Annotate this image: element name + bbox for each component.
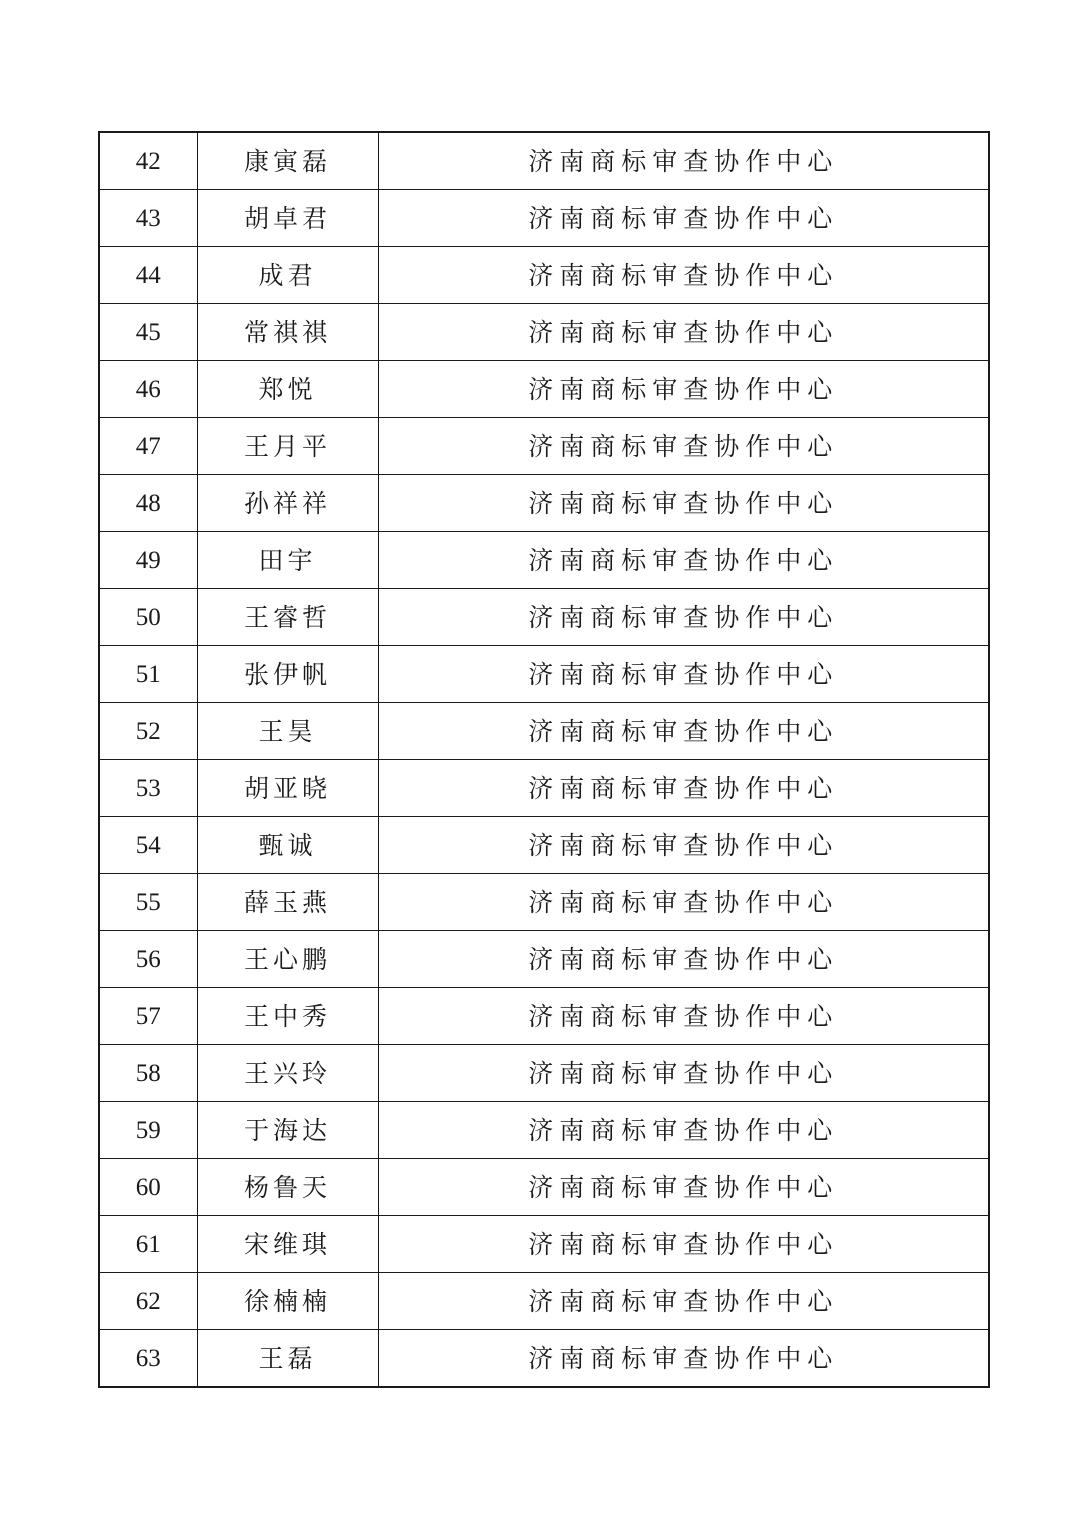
- unit-name-cell: 济南商标审查协作中心: [378, 361, 989, 418]
- table-row: [99, 1216, 989, 1273]
- unit-name-cell: 济南商标审查协作中心: [378, 589, 989, 646]
- person-name-cell: 薛玉燕: [197, 874, 378, 931]
- table-row: [99, 646, 989, 703]
- unit-name-cell: 济南商标审查协作中心: [378, 988, 989, 1045]
- person-name-cell: 宋维琪: [197, 1216, 378, 1273]
- table-row: [99, 532, 989, 589]
- table-row: [99, 988, 989, 1045]
- person-name-cell: 张伊帆: [197, 646, 378, 703]
- row-number-cell: 43: [99, 190, 197, 247]
- table-row: [99, 418, 989, 475]
- row-number-cell: 62: [99, 1273, 197, 1330]
- unit-name-cell: 济南商标审查协作中心: [378, 931, 989, 988]
- person-name-cell: 于海达: [197, 1102, 378, 1159]
- person-name-cell: 郑悦: [197, 361, 378, 418]
- unit-name-cell: 济南商标审查协作中心: [378, 1330, 989, 1388]
- row-number-cell: 49: [99, 532, 197, 589]
- roster-table: [98, 131, 990, 1388]
- unit-name-cell: 济南商标审查协作中心: [378, 817, 989, 874]
- person-name-cell: 康寅磊: [197, 132, 378, 190]
- table-row: [99, 1273, 989, 1330]
- row-number-cell: 55: [99, 874, 197, 931]
- unit-name-cell: 济南商标审查协作中心: [378, 247, 989, 304]
- table-row: [99, 931, 989, 988]
- table-row: [99, 760, 989, 817]
- unit-name-cell: 济南商标审查协作中心: [378, 1045, 989, 1102]
- row-number-cell: 56: [99, 931, 197, 988]
- row-number-cell: 46: [99, 361, 197, 418]
- table-row: [99, 361, 989, 418]
- table-row: [99, 589, 989, 646]
- row-number-cell: 45: [99, 304, 197, 361]
- row-number-cell: 47: [99, 418, 197, 475]
- table-row: [99, 1159, 989, 1216]
- person-name-cell: 常祺祺: [197, 304, 378, 361]
- row-number-cell: 58: [99, 1045, 197, 1102]
- person-name-cell: 胡卓君: [197, 190, 378, 247]
- person-name-cell: 甄诚: [197, 817, 378, 874]
- table-row: [99, 304, 989, 361]
- person-name-cell: 王睿哲: [197, 589, 378, 646]
- row-number-cell: 59: [99, 1102, 197, 1159]
- unit-name-cell: 济南商标审查协作中心: [378, 132, 989, 190]
- table-row: [99, 874, 989, 931]
- unit-name-cell: 济南商标审查协作中心: [378, 760, 989, 817]
- table-row: [99, 1330, 989, 1388]
- unit-name-cell: 济南商标审查协作中心: [378, 1159, 989, 1216]
- row-number-cell: 60: [99, 1159, 197, 1216]
- table-row: [99, 817, 989, 874]
- row-number-cell: 63: [99, 1330, 197, 1388]
- row-number-cell: 48: [99, 475, 197, 532]
- person-name-cell: 王兴玲: [197, 1045, 378, 1102]
- person-name-cell: 田宇: [197, 532, 378, 589]
- unit-name-cell: 济南商标审查协作中心: [378, 646, 989, 703]
- unit-name-cell: 济南商标审查协作中心: [378, 304, 989, 361]
- row-number-cell: 44: [99, 247, 197, 304]
- person-name-cell: 杨鲁天: [197, 1159, 378, 1216]
- table-row: [99, 190, 989, 247]
- row-number-cell: 42: [99, 132, 197, 190]
- table-row: [99, 247, 989, 304]
- unit-name-cell: 济南商标审查协作中心: [378, 1102, 989, 1159]
- unit-name-cell: 济南商标审查协作中心: [378, 532, 989, 589]
- unit-name-cell: 济南商标审查协作中心: [378, 190, 989, 247]
- row-number-cell: 57: [99, 988, 197, 1045]
- person-name-cell: 王中秀: [197, 988, 378, 1045]
- table-row: [99, 132, 989, 190]
- unit-name-cell: 济南商标审查协作中心: [378, 418, 989, 475]
- person-name-cell: 徐楠楠: [197, 1273, 378, 1330]
- unit-name-cell: 济南商标审查协作中心: [378, 1216, 989, 1273]
- unit-name-cell: 济南商标审查协作中心: [378, 1273, 989, 1330]
- row-number-cell: 52: [99, 703, 197, 760]
- row-number-cell: 61: [99, 1216, 197, 1273]
- row-number-cell: 54: [99, 817, 197, 874]
- row-number-cell: 53: [99, 760, 197, 817]
- table-row: [99, 1102, 989, 1159]
- person-name-cell: 王月平: [197, 418, 378, 475]
- table-row: [99, 703, 989, 760]
- person-name-cell: 王心鹏: [197, 931, 378, 988]
- row-number-cell: 51: [99, 646, 197, 703]
- person-name-cell: 胡亚晓: [197, 760, 378, 817]
- person-name-cell: 成君: [197, 247, 378, 304]
- person-name-cell: 孙祥祥: [197, 475, 378, 532]
- unit-name-cell: 济南商标审查协作中心: [378, 703, 989, 760]
- roster-table-body: [99, 132, 989, 1387]
- person-name-cell: 王磊: [197, 1330, 378, 1388]
- table-row: [99, 1045, 989, 1102]
- unit-name-cell: 济南商标审查协作中心: [378, 475, 989, 532]
- person-name-cell: 王昊: [197, 703, 378, 760]
- row-number-cell: 50: [99, 589, 197, 646]
- table-row: [99, 475, 989, 532]
- unit-name-cell: 济南商标审查协作中心: [378, 874, 989, 931]
